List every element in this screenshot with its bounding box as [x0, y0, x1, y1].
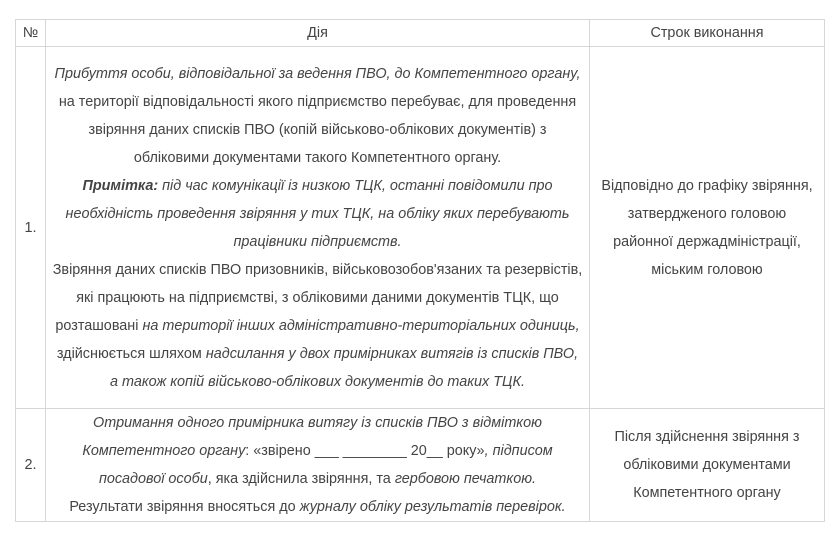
action-italic-text: гербовою печаткою.: [394, 471, 537, 487]
table-row: [16, 47, 825, 409]
row-term: Відповідно до графіку звіряння, затвердженого головою районної держадміністрації, міським головою: [590, 47, 825, 409]
action-text: : «звірено ___ ________ 20__ року»: [245, 443, 485, 459]
action-paragraph: [51, 409, 584, 493]
row-action: [46, 47, 590, 409]
action-text: на території відповідальності якого підприємство перебуває, для проведення звіряння даних списків ПВО (копій військово-облікових документів) з обліковими документами такого Компетентного органу.: [58, 93, 577, 166]
header-row: [16, 20, 825, 47]
action-italic-text: , підписом посадової особи: [98, 443, 553, 487]
note-paragraph: [51, 172, 584, 256]
action-text: Результати звіряння вносяться до: [69, 499, 296, 515]
row-term: Після здійснення звіряння з обліковими документами Компетентного органу: [590, 409, 825, 522]
header-num: №: [16, 20, 46, 47]
actions-table: [15, 19, 825, 522]
note-text: під час комунікації із низкою ТЦК, останні повідомили про необхідність проведення звіряння у тих ТЦК, на обліку яких перебувають працівники підприємств.: [65, 177, 570, 250]
action-text: здійснюється шляхом: [56, 345, 202, 362]
action-text: , яка здійснила звіряння, та: [207, 471, 391, 487]
action-paragraph: [51, 60, 584, 172]
action-paragraph: [51, 256, 584, 396]
table-row: [16, 409, 825, 522]
note-label: Примітка:: [82, 177, 159, 194]
row-number: 1.: [16, 47, 46, 409]
table-header: [16, 20, 825, 47]
row-action: [46, 409, 590, 522]
action-text: Звіряння даних списків ПВО призовників, військовозобов'язаних та резервістів, які працюють на підприємстві, з обліковими даними документів ТЦК, що розташовані: [52, 261, 583, 334]
action-paragraph: [51, 493, 584, 521]
action-italic-text: журналу обліку результатів перевірок.: [299, 499, 566, 515]
action-italic-text: Отримання одного примірника витягу із списків ПВО з відміткою Компетентного органу: [82, 415, 542, 459]
header-term: Строк виконання: [590, 20, 825, 47]
action-italic-text: на території інших адміністративно-територіальних одиниць,: [142, 317, 580, 334]
action-italic-text: надсилання у двох примірниках витягів із списків ПВО, а також копій військово-облікових документів до таких ТЦК.: [110, 345, 579, 390]
row-number: 2.: [16, 409, 46, 522]
action-italic-text: Прибуття особи, відповідальної за ведення ПВО, до Компетентного органу,: [54, 65, 581, 82]
header-action: Дія: [46, 20, 590, 47]
